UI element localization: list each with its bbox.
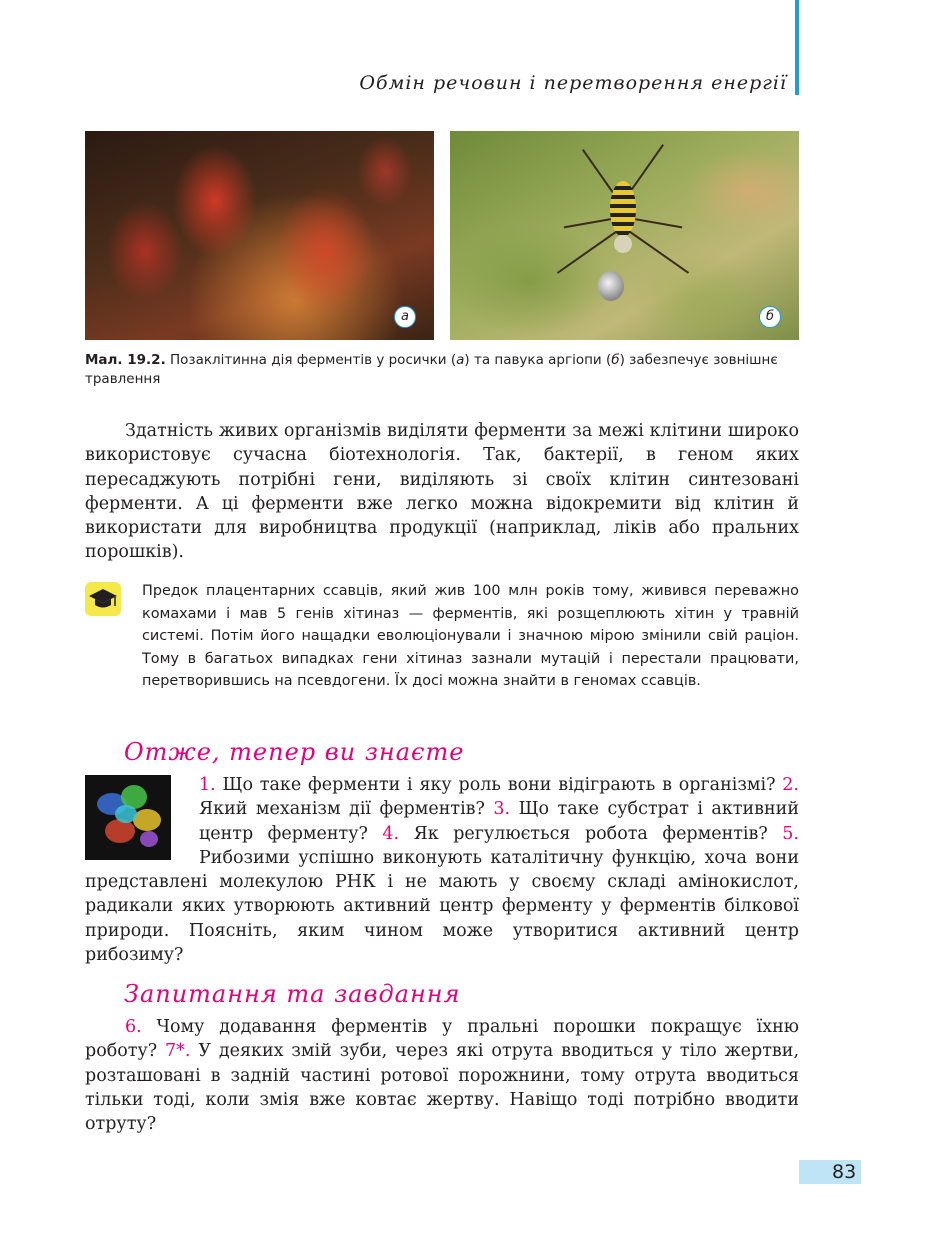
spider-leg — [557, 226, 624, 274]
question-text: Як регулюється робота ферментів? — [399, 823, 783, 844]
section-title-summary: Отже, тепер ви знаєте — [124, 738, 465, 766]
question-text: Чому додавання ферментів у пральні порошки покращує їхню роботу? — [85, 1017, 799, 1062]
photo-badge-b: б — [759, 306, 781, 328]
task-questions — [85, 1015, 799, 1136]
question-text: Рибозими успішно виконують каталітичну функцію, хоча вони представлені молекулою РНК і не мають у своєму складі амінокислот, радикали яких утворюють активний центр ферменту у ферментів білкової природи. Поясніть, яким чином може утворитися активний центр рибозиму? — [85, 847, 799, 966]
page-number: 83 — [832, 1161, 857, 1183]
question-text: Що таке ферменти і яку роль вони відіграють в організмі? — [215, 775, 783, 795]
section-title-questions: Запитання та завдання — [124, 980, 461, 1008]
spider-abdomen — [610, 181, 636, 237]
spider-head — [614, 235, 632, 253]
image-wrap-space — [85, 773, 199, 870]
wrapped-prey — [598, 271, 624, 301]
sundew-photo — [85, 131, 434, 340]
graduation-cap-icon — [85, 582, 121, 616]
running-head: Обмін речовин і перетворення енергії — [359, 72, 787, 94]
spider-leg — [622, 226, 689, 274]
photo-badge-a: а — [394, 306, 416, 328]
question-number: 6. — [125, 1017, 142, 1037]
question-number: 5. — [782, 823, 799, 844]
caption-label: Мал. 19.2. — [85, 352, 166, 368]
question-text: Що таке субстрат і активний центр ферменту? — [199, 799, 799, 844]
info-note: Предок плацентарних ссавців, який жив 100 млн років тому, живився переважно комахами і мав 5 генів хітиназ — ферментів, які розщеплюють хітин у травній системі. Потім його нащадки еволюціонували і значною мірою змінили свій раціон. Тому в багатьох випадках гени хітиназ зазнали мутацій і перестали працювати, перетворившись на псевдогени. Їх досі можна знайти в геномах ссавців. — [142, 583, 799, 690]
caption-ref-b: б — [611, 352, 620, 368]
caption-ref-a: а — [456, 352, 465, 368]
question-number: 2. — [782, 775, 799, 795]
spider-photo — [450, 131, 799, 340]
paragraph-text: Здатність живих організмів виділяти ферменти за межі клітини широко використовує сучасна біотехнологія. Так, бактерії, в геном яких пересаджують потрібні гени, виділяють зі своїх клітин синтезовані ферменти. А ці ферменти вже легко можна відокремити від клітин й використати для виробництва продукції (наприклад, ліків або пральних порошків). — [85, 421, 799, 563]
question-number: 1. — [199, 775, 216, 795]
summary-questions — [85, 773, 799, 967]
question-text: Який механізм дії ферментів? — [199, 799, 494, 820]
caption-text: ) та павука аргіопи ( — [464, 352, 612, 368]
caption-text: ) забезпечує зовнішнє травлення — [85, 352, 778, 387]
question-number: 4. — [382, 823, 400, 844]
header-accent-bar — [795, 0, 799, 95]
question-number: 3. — [493, 799, 511, 820]
figure-caption — [85, 351, 795, 389]
paragraph-biotech — [85, 419, 799, 565]
question-number: 7*. — [165, 1041, 191, 1062]
caption-text: Позаклітинна дія ферментів у росички ( — [165, 352, 457, 368]
question-text: У деяких змій зуби, через які отрута вводиться у тіло жертви, розташовані в задній частині ротової порожнини, тому отрута вводиться тільки тоді, коли змія вже ковтає жертву. Навіщо тоді потрібно вводити отруту? — [85, 1041, 800, 1135]
